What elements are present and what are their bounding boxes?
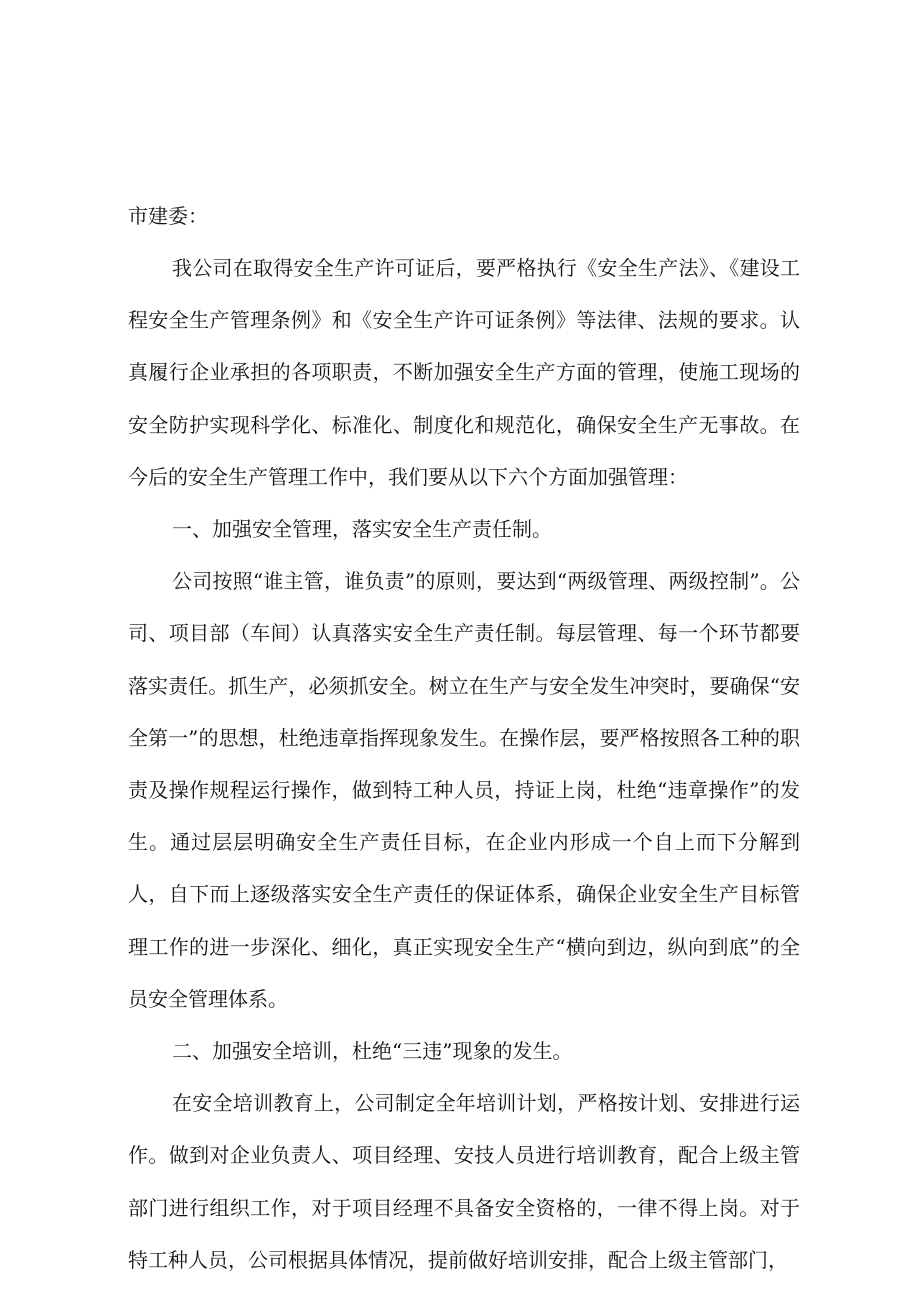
paragraph-section-2: 在安全培训教育上，公司制定全年培训计划，严格按计划、安排进行运作。做到对企业负责人、项目经理、安技人员进行培训教育，配合上级主管部门进行组织工作，对于项目经理不具备安全资格的，一律不得上岗。对于特工种人员，公司根据具体情况，提前做好培训安排，配合上级主管部门， (128, 1091, 800, 1272)
document-body (128, 190, 800, 1286)
paragraph-intro: 我公司在取得安全生产许可证后，要严格执行《安全生产法》、《建设工程安全生产管理条例》和《安全生产许可证条例》等法律、法规的要求。认真履行企业承担的各项职责，不断加强安全生产方面的管理，使施工现场的安全防护实现科学化、标准化、制度化和规范化，确保安全生产无事故。在今后的安全生产管理工作中，我们要从以下六个方面加强管理： (128, 256, 800, 489)
section-heading-2: 二、加强安全培训，杜绝“三违”现象的发生。 (172, 1039, 573, 1064)
paragraph-section-1: 公司按照“谁主管，谁负责”的原则，要达到“两级管理、两级控制”。公司、项目部（车间）认真落实安全生产责任制。每层管理、每一个环节都要落实责任。抓生产，必须抓安全。树立在生产与安全发生冲突时，要确保“安全第一”的思想，杜绝违章指挥现象发生。在操作层，要严格按照各工种的职责及操作规程运行操作，做到特工种人员，持证上岗，杜绝“违章操作”的发生。通过层层明确安全生产责任目标，在企业内形成一个自上而下分解到人，自下而上逐级落实安全生产责任的保证体系，确保企业安全生产目标管理工作的进一步深化、细化，真正实现安全生产“横向到边，纵向到底”的全员安全管理体系。 (128, 569, 800, 1011)
section-heading-1: 一、加强安全管理，落实安全生产责任制。 (172, 517, 552, 542)
salutation: 市建委： (128, 204, 208, 228)
